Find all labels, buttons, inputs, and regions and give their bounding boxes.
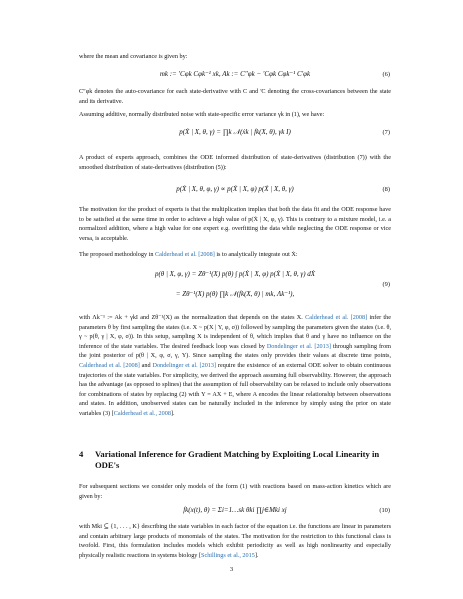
paragraph-mass-action <box>79 482 391 501</box>
paragraph-motivation <box>79 205 391 243</box>
symbol-cphi: C″φk <box>79 88 93 95</box>
text-inference-b: infer the parameters θ by first sampling the states (i.e. X ~ p(X | Y, φ, σ)) followed by sampling the parameters given the states (i.e. θ, γ ~ p(θ, γ | X, φ, σ)). In this setup, sampling X is independent of θ, which implies that θ and γ have no influence on the inference of the state variables. The desired feedback loop was closed by <box>79 314 391 350</box>
equation-9-number: (9) <box>382 281 390 288</box>
text-methodology-a: The proposed methodology in <box>79 251 155 258</box>
equation-10 <box>79 506 391 514</box>
text-methodology-b: is to analytically integrate out Ẋ: <box>214 251 298 258</box>
equation-8-body: p(Ẋ | X, θ, φ, γ) ∝ p(Ẋ | X, φ) p(Ẋ | X, θ, γ) <box>176 185 294 193</box>
text-noise: Assuming additive, normally distributed noise with state-specific error variance γk in (1), we have: <box>79 111 325 118</box>
text-inference-e: require the existence of an external ODE solver to obtain continuous trajectories of the state variables. For simplicity, we derived the approach assuming full observability. However, the approach has the advantage (as opposed to splines) that the assumption of full observability can be relaxed to include only observations for combinations of states by replacing (2) with Y = AX + E, where A encodes the linear relationship between observations and states. In addition, unobserved states can be naturally included in the inference by simply using the prior on state variables (3) [ <box>79 361 392 417</box>
paragraph-product-of-experts <box>79 153 391 172</box>
text-product-of-experts: A product of experts approach, combines the ODE informed distribution of state-derivatives (distribution (7)) with the smoothed distribution of state-derivatives (distribution (5)): <box>79 154 391 171</box>
text-mean-covariance: where the mean and covariance is given by: <box>79 53 188 60</box>
text-motivation: The motivation for the product of experts is that the multiplication implies that both the data fit and the ODE response have to be satisfied at the same time in order to achieve a high value of p(Ẋ | X, φ, γ). This is contrary to a mixture model, i.e. a normalized addition, where a high value for one expert e.g. overfitting the data while neglecting the ODE response or vice versa, is acceptable. <box>79 206 391 242</box>
equation-9-top: p(θ | X, φ, γ) = Zθ⁻¹(X) p(θ) ∫ p(Ẋ | X, φ) p(Ẋ | X, θ, γ) dẊ <box>154 270 316 278</box>
text-inference-a: with Λk⁻¹ := Ak + γkI and Zθ⁻¹(X) as the normalization that depends on the states X. <box>79 314 306 321</box>
citation-link[interactable]: Schillings et al., 2015 <box>201 551 255 559</box>
text-inference-c: through sampling from the joint posterior of p(θ | X, φ, σ, γ, Y). Since sampling the states only provides their values at discrete time points, <box>79 342 391 360</box>
citation-link[interactable]: Dondelinger et al. [2013] <box>152 361 217 369</box>
citation-link[interactable]: Calderhead et al. [2008] <box>79 361 140 369</box>
section-title: Variational Inference for Gradient Matching by Exploiting Local Linearity in ODE's <box>95 449 380 470</box>
section-number: 4 <box>79 449 84 459</box>
paragraph-methodology <box>79 250 391 260</box>
paragraph-noise <box>79 110 391 120</box>
equation-6 <box>79 70 391 78</box>
equation-10-body: fk(x(t), θ) = Σi=1…sk θki ∏j∈Mki xj <box>183 506 287 514</box>
text-mass-action: For subsequent sections we consider only models of the form (1) with reactions based on mass-action kinetics which are given by: <box>79 483 391 500</box>
equation-8-number: (8) <box>382 186 390 193</box>
citation-link[interactable]: Calderhead et al., 2008 <box>113 409 171 417</box>
equation-10-number: (10) <box>379 507 390 514</box>
paragraph-functional-class <box>79 522 391 560</box>
equation-7-body: p(Ẋ | X, θ, γ) = ∏k 𝒩(ẋk | fk(X, θ), γk I) <box>179 128 291 136</box>
citation-link[interactable]: Dondelinger et al. [2013] <box>266 342 331 350</box>
equation-7-number: (7) <box>382 129 390 136</box>
page-number: 3 <box>229 566 234 573</box>
citation-link[interactable]: Calderhead et al. [2008] <box>154 251 215 258</box>
equation-6-number: (6) <box>382 71 390 78</box>
paragraph-inference <box>79 313 391 419</box>
equation-9-line-2 <box>79 290 391 299</box>
text-functional-class-b: ]. <box>254 551 259 559</box>
text-autocov: denotes the auto-covariance for each state-derivative with C and 'C denoting the cross-covariances between the state and its derivative. <box>79 88 392 105</box>
equation-9-line-1 <box>79 270 391 278</box>
equation-9-bottom: = Zθ⁻¹(X) p(θ) ∏k 𝒩(fk(X, θ) | mk, Λk⁻¹), <box>175 290 295 298</box>
text-inference-d: and <box>139 361 153 369</box>
text-functional-class-a: with Mki ⊆ {1, . . . , K} describing the state variables in each factor of the equation i.e. the functions are linear in parameters and contain arbitrary large products of monomials of the states. The motivation for the restriction to this functional class is twofold. First, this formulation includes models which exhibit periodicity as well as high nonlinearity and especially physically realistic reactions in systems biology [ <box>79 523 391 559</box>
equation-6-body: mk := 'Cφk Cφk⁻¹ xk, Ak := C″φk − 'Cφk Cφk⁻¹ C'φk <box>159 70 311 78</box>
equation-7 <box>79 128 391 137</box>
paragraph-autocov <box>79 87 391 106</box>
citation-link[interactable]: Calderhead et al. [2008] <box>305 314 368 321</box>
equation-8 <box>79 185 391 193</box>
intro-line <box>79 52 391 62</box>
text-inference-f: ]. <box>170 409 175 417</box>
